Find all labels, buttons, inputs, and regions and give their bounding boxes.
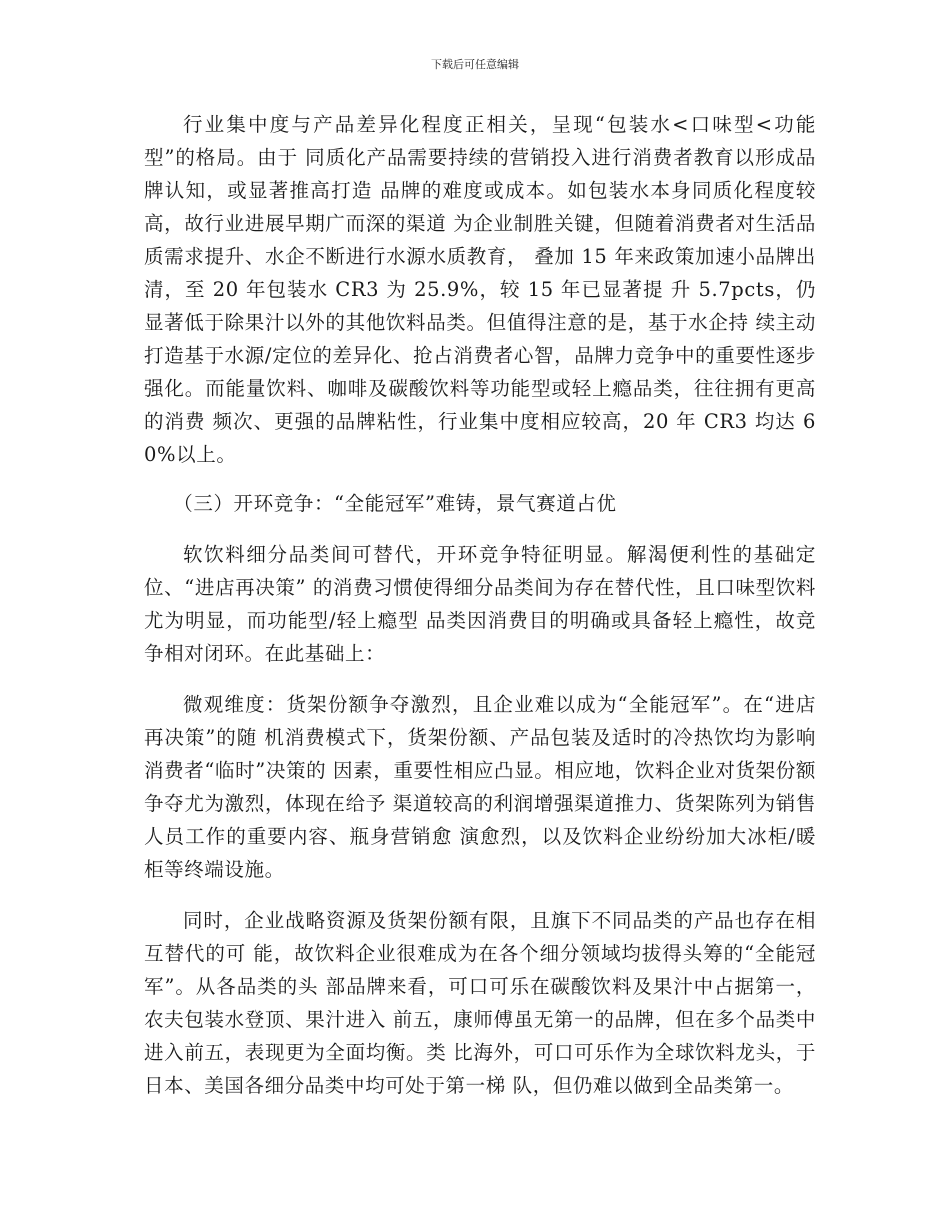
section-heading: （三）开环竞争：“全能冠军”难铸，景气赛道占优	[173, 492, 617, 515]
paragraph-strategy-resources: 同时，企业战略资源及货架份额有限，且旗下不同品类的产品也存在相互替代的可 能，故饮料企业很难成为在各个细分领域均拔得头筹的“全能冠军”。从各品类的头 部品牌来看，可口可乐在碳酸饮料及果汁中占据第一，农夫包装水登顶、果汁进入 前五，康师傅虽无第一的品牌，但在多个品类中进入前五，表现更为全面均衡。类 比海外，可口可乐作为全球饮料龙头，于日本、美国各细分品类中均可处于第一梯 队，但仍难以做到全品类第一。	[144, 909, 816, 1097]
page-header: 下载后可任意编辑	[431, 58, 519, 71]
document-body	[144, 108, 816, 1102]
paragraph-industry-concentration: 行业集中度与产品差异化程度正相关，呈现“包装水<口味型<功能型”的格局。由于 同质化产品需要持续的营销投入进行消费者教育以形成品牌认知，或显著推高打造 品牌的难度或成本。如包装水本身同质化程度较高，故行业进展早期广而深的渠道 为企业制胜关键，但随着消费者对生活品质需求提升、水企不断进行水源水质教育， 叠加 15 年来政策加速小品牌出清，至 20 年包装水 CR3 为 25.9%，较 15 年已显著提 升 5.7pcts，仍显著低于除果汁以外的其他饮料品类。但值得注意的是，基于水企持 续主动打造基于水源/定位的差异化、抢占消费者心智，品牌力竞争中的重要性逐步 强化。而能量饮料、咖啡及碳酸饮料等功能型或轻上瘾品类，往往拥有更高的消费 频次、更强的品牌粘性，行业集中度相应较高，20 年 CR3 均达 60%以上。	[144, 113, 816, 466]
paragraph-open-competition: 软饮料细分品类间可替代，开环竞争特征明显。解渴便利性的基础定位、“进店再决策” 的消费习惯使得细分品类间为存在替代性，且口味型饮料尤为明显，而功能型/轻上瘾型 品类因消费目的明确或具备轻上瘾性，故竞争相对闭环。在此基础上：	[144, 543, 816, 665]
paragraph-micro-dimension: 微观维度：货架份额争夺激烈，且企业难以成为“全能冠军”。在“进店再决策”的随 机消费模式下，货架份额、产品包装及适时的冷热饮均为影响消费者“临时”决策的 因素，重要性相应凸显。相应地，饮料企业对货架份额争夺尤为激烈，体现在给予 渠道较高的利润增强渠道推力、货架陈列为销售人员工作的重要内容、瓶身营销愈 演愈烈，以及饮料企业纷纷加大冰柜/暖柜等终端设施。	[144, 693, 816, 881]
